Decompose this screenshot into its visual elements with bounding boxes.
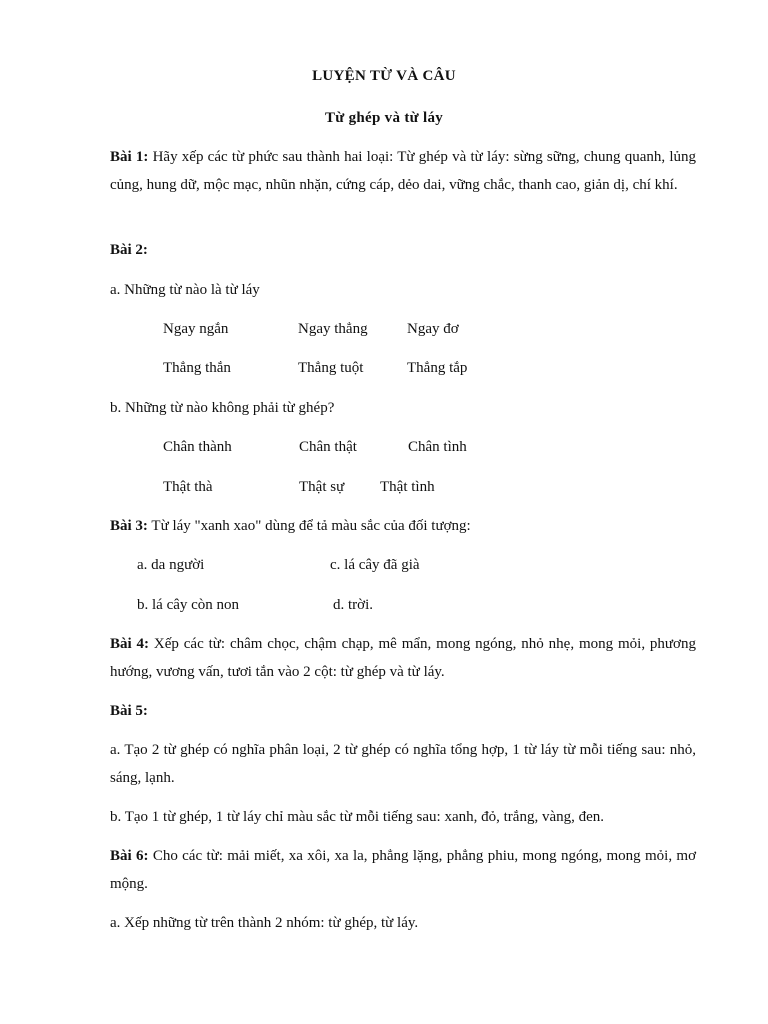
word-item: Thật tình <box>380 479 435 495</box>
word-item: Chân thật <box>299 439 357 455</box>
exercise-4-label: Bài 4: <box>110 636 150 652</box>
word-item: Thẳng tắp <box>407 360 468 376</box>
exercise-5b: b. Tạo 1 từ ghép, 1 từ láy chỉ màu sắc từ mỗi tiếng sau: xanh, đỏ, trắng, vàng, đen. <box>110 809 605 825</box>
exercise-2a-question: a. Những từ nào là từ láy <box>110 282 260 298</box>
exercise-2-label: Bài 2: <box>110 242 148 258</box>
page-subtitle: Từ ghép và từ láy <box>324 110 444 126</box>
exercise-1 <box>110 143 696 199</box>
word-item: Chân thành <box>163 439 232 455</box>
word-item: Thật sự <box>299 479 345 495</box>
exercise-6-text: Cho các từ: mải miết, xa xôi, xa la, phẳng lặng, phẳng phiu, mong ngóng, mong mỏi, mơ mộng. <box>110 848 697 892</box>
word-item: Chân tình <box>408 439 467 455</box>
answer-option: d. trời. <box>333 597 374 613</box>
exercise-4 <box>110 630 696 686</box>
answer-option: b. lá cây còn non <box>137 597 240 613</box>
exercise-2b-question: b. Những từ nào không phải từ ghép? <box>110 400 335 416</box>
word-item: Thật thà <box>163 479 213 495</box>
word-item: Ngay ngắn <box>163 321 229 337</box>
exercise-6-label: Bài 6: <box>110 848 149 864</box>
exercise-5a: a. Tạo 2 từ ghép có nghĩa phân loại, 2 từ ghép có nghĩa tổng hợp, 1 từ láy từ mỗi tiếng sau: nhỏ, sáng, lạnh. <box>110 742 696 786</box>
word-item: Ngay đơ <box>407 321 459 337</box>
exercise-3-label: Bài 3: <box>110 518 148 534</box>
exercise-6 <box>110 842 696 898</box>
word-item: Thẳng tuột <box>298 360 364 376</box>
exercise-1-text: Hãy xếp các từ phức sau thành hai loại: Từ ghép và từ láy: sừng sững, chung quanh, lủng củng, hung dữ, mộc mạc, nhũn nhặn, cứng cáp, dẻo dai, vững chắc, thanh cao, giản dị, chí khí. <box>110 149 696 193</box>
exercise-1-label: Bài 1: <box>110 149 149 165</box>
word-item: Thẳng thắn <box>163 360 231 376</box>
exercise-6a: a. Xếp những từ trên thành 2 nhóm: từ ghép, từ láy. <box>110 915 419 931</box>
page-title: LUYỆN TỪ VÀ CÂU <box>312 68 456 84</box>
exercise-4-text: Xếp các từ: châm chọc, chậm chạp, mê mẩn, mong ngóng, nhỏ nhẹ, mong mỏi, phương hướng, vương vấn, tươi tắn vào 2 cột: từ ghép và từ láy. <box>110 636 696 680</box>
exercise-3-text: Từ láy "xanh xao" dùng để tả màu sắc của đối tượng: <box>147 518 471 534</box>
exercise-3 <box>110 518 696 535</box>
word-item: Ngay thẳng <box>298 321 368 337</box>
answer-option: c. lá cây đã già <box>330 557 420 573</box>
answer-option: a. da người <box>137 557 205 573</box>
exercise-5-label: Bài 5: <box>110 703 148 719</box>
